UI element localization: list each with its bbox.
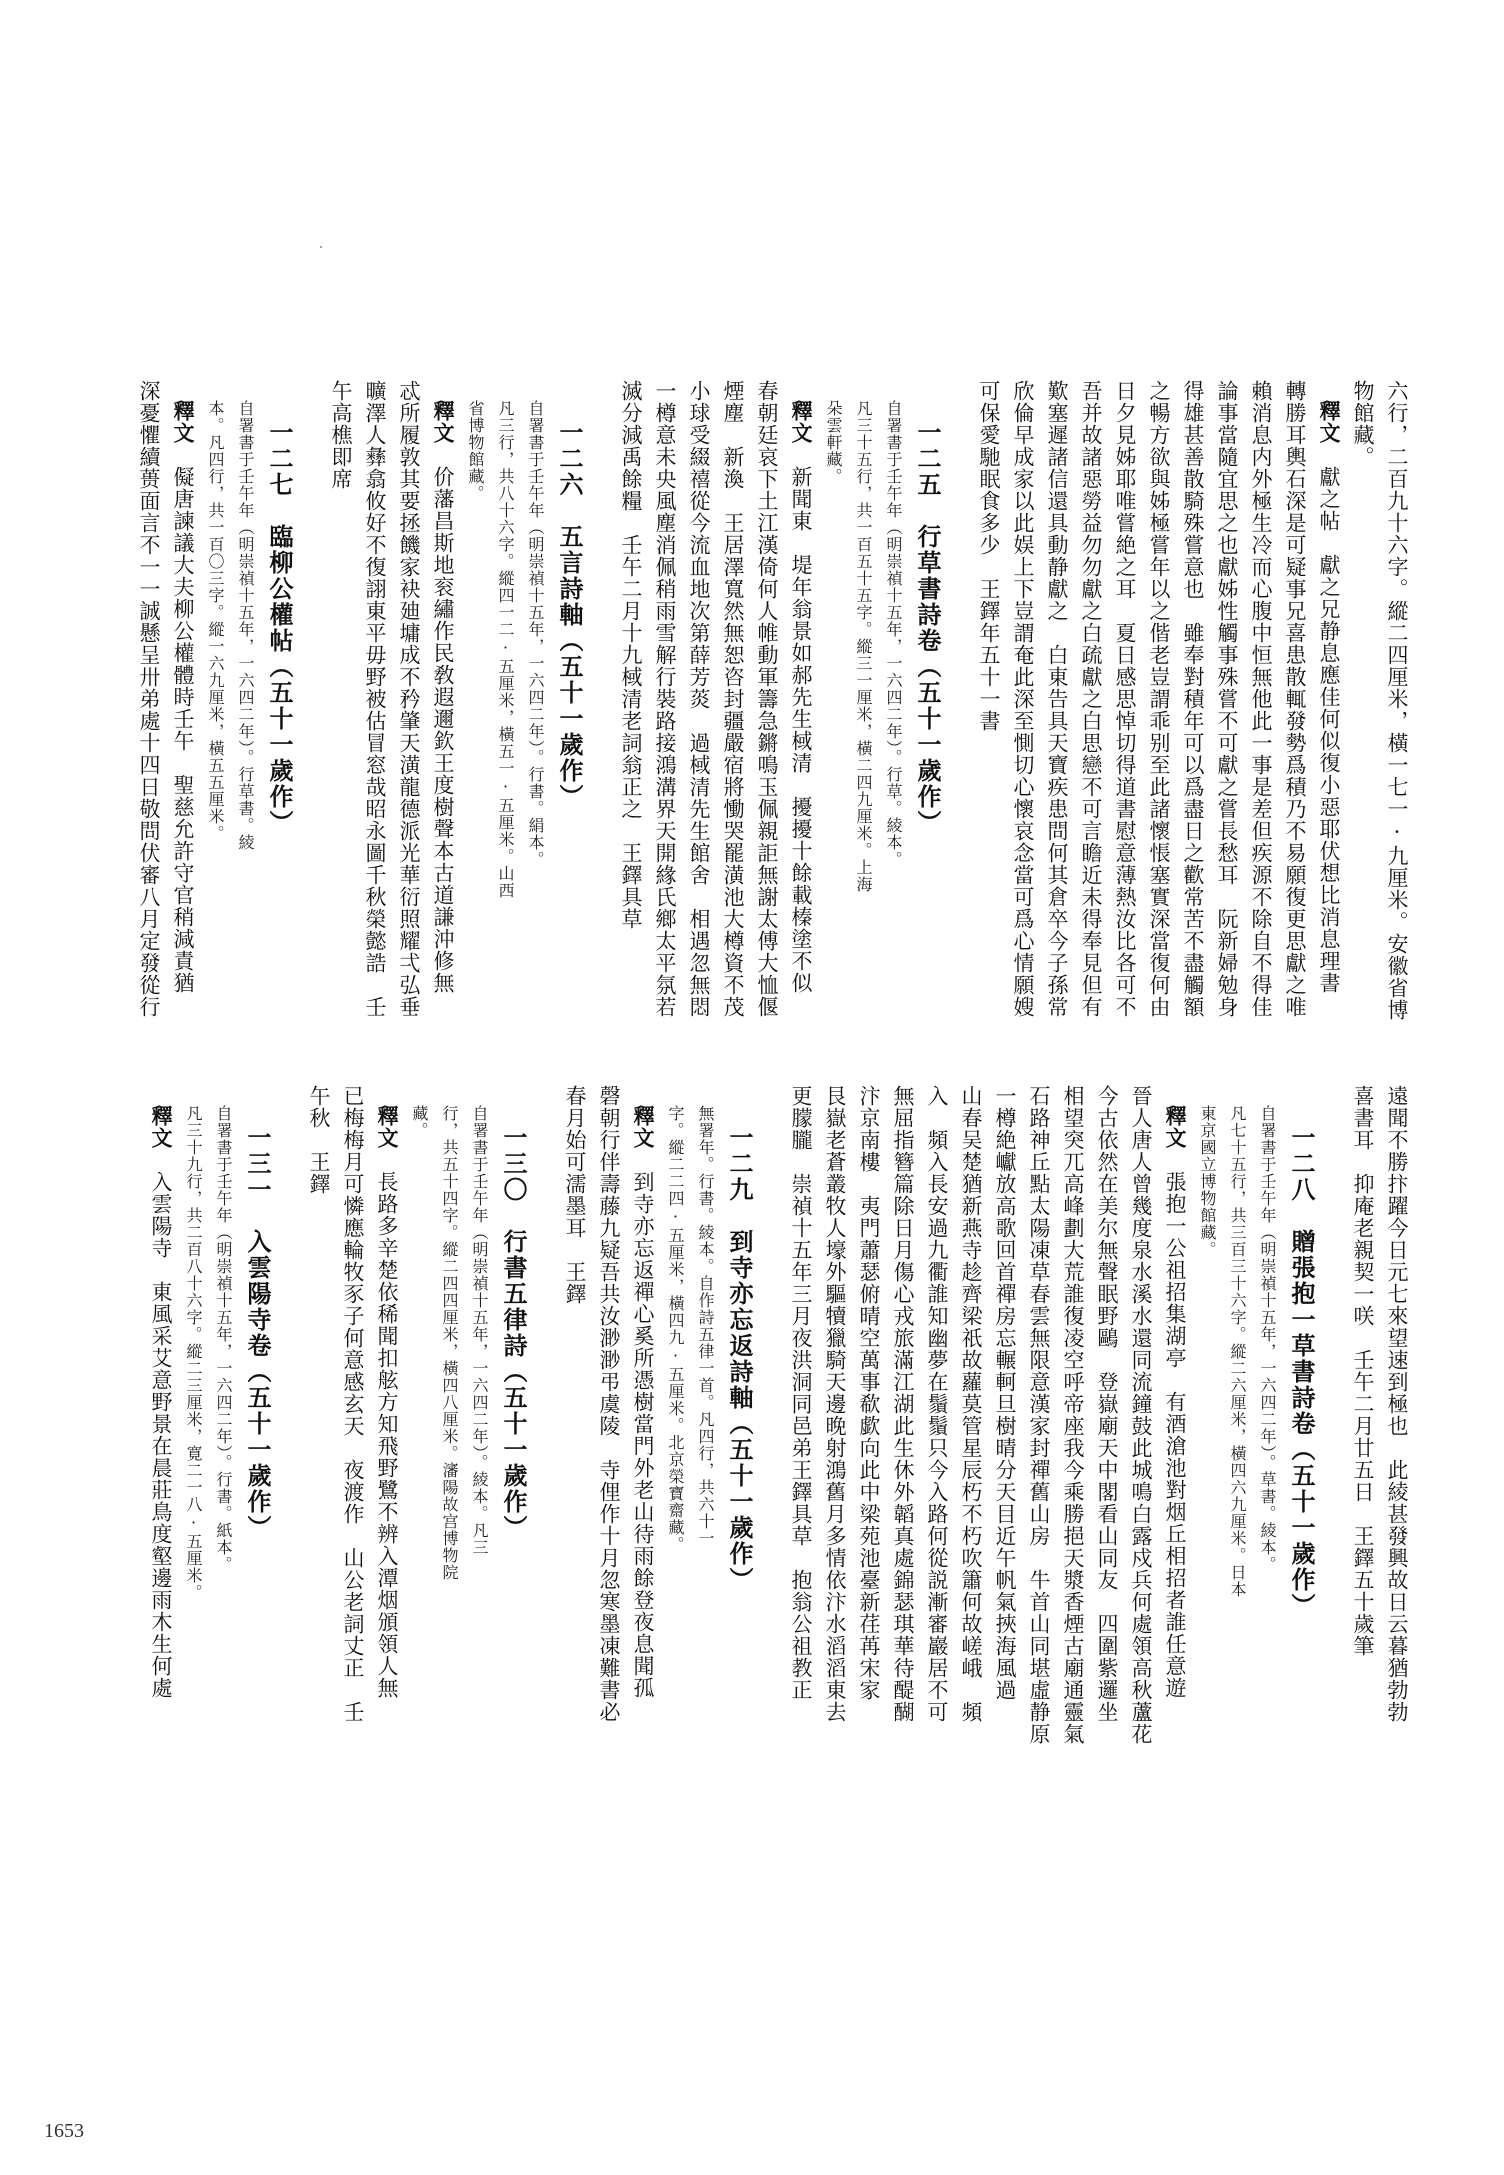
- line-text: 本。凡四行，共一百〇三字。縱一六九厘米，橫五五厘米。: [206, 400, 225, 842]
- line-text: 自署書于壬午年（明崇禎十五年，一六四二年）。行書。紙本。: [214, 1105, 233, 1573]
- entry-metadata-line: [1192, 1085, 1222, 1775]
- transcription-line: [626, 1085, 660, 1775]
- transcription-line: [1142, 380, 1176, 1040]
- transcription-line: [132, 380, 166, 1040]
- line-text: 磬朝行伴壽藤九疑吾共汝渺渺弔虞陵 寺俚作十月忽寒墨凍難書必: [597, 1085, 621, 1723]
- line-text: 自署書于壬午年（明崇禎十五年，一六四二年）。綾本。凡三: [470, 1105, 489, 1556]
- line-text: 春月始可濡墨耳 王鐸: [563, 1085, 587, 1305]
- line-text: 六行，二百九十六字。縱二四厘米，橫一七一·九厘米。安徽省博: [1385, 380, 1409, 1021]
- transcription-label: 釋文: [631, 1105, 656, 1149]
- entry-metadata-line: [404, 1085, 434, 1775]
- line-text: 無屈指簪篇除日月傷心戎旅滿江湖此生休外韜真處錦瑟琪華待醍醐: [891, 1085, 915, 1723]
- line-text: 艮嶽老蒼叢牧人壕外驅犢獵騎天邊晚射鴻舊月多情依汴水滔滔東去: [823, 1085, 847, 1723]
- continued-text-block: [1320, 1085, 1414, 1775]
- catalog-entry-125: [588, 380, 946, 1040]
- line-text: 物館藏。: [1351, 380, 1375, 468]
- transcription-line: [750, 380, 784, 1040]
- line-text: 長路多辛楚依稀聞扣舷方知飛野鷺不辨入潭烟頒領人無: [375, 1149, 399, 1699]
- line-text: 藏。: [410, 1105, 429, 1139]
- line-text: 汴京南樓 夷門蕭瑟俯晴空萬事欷歔向此中梁苑池臺新荏苒宋家: [857, 1085, 881, 1701]
- line-text: 無署年。行書。綾本。自作詩五律一首。凡四行，共六十一: [696, 1105, 715, 1547]
- transcription-line: [302, 1085, 336, 1775]
- transcription-line: [1176, 380, 1210, 1040]
- line-text: 凡三十九行，共二百八十六字。縱二三厘米，寛二一八·五厘米。: [184, 1105, 203, 1601]
- line-text: 一二五 行草書詩卷（五十一歲作）: [913, 420, 942, 836]
- transcription-line: [1380, 380, 1414, 1040]
- line-text: 之暢方欲與姊極嘗年以之偕老豈謂乖别至此諸懷悵塞實深當復何由: [1147, 380, 1171, 1018]
- line-text: 小球受綴禧從今流血地次第薛芳菼 過棫清先生館舍 相遇忽無悶: [687, 380, 711, 1018]
- entry-metadata-line: [464, 1085, 494, 1775]
- transcription-line: [370, 1085, 404, 1775]
- line-text: 一二九 到寺亦忘返詩軸（五十一歲作）: [725, 1125, 754, 1593]
- entry-title: [494, 1085, 532, 1775]
- line-text: 入 頻入長安過九衢誰知幽夢在鬚鬚只今入路何從説漸審巖居不可: [925, 1085, 949, 1723]
- entry-metadata-line: [878, 380, 908, 1040]
- line-text: 東京國立博物館藏。: [1198, 1105, 1217, 1258]
- transcription-line: [818, 1085, 852, 1775]
- entry-title: [908, 380, 946, 1040]
- line-text: 日夕見姊耶唯嘗絶之耳 夏日感思悼切得道書慰意薄熱汝比各可不: [1113, 380, 1137, 1018]
- transcription-line: [1210, 380, 1244, 1040]
- line-text: 午秋 王鐸: [307, 1085, 331, 1195]
- transcription-label: 釋文: [1317, 400, 1342, 444]
- line-text: 到寺亦忘返禪心奚所憑樹當門外老山待雨餘登夜息聞孤: [631, 1149, 655, 1699]
- catalog-entry-130: [276, 1085, 532, 1775]
- transcription-line: [1056, 1085, 1090, 1775]
- line-text: 相望突兀高峰劃大荒誰復凌空呼帝座我今乘勝挹天漿香煙古廟通靈氣: [1061, 1085, 1085, 1745]
- transcription-line: [1006, 380, 1040, 1040]
- transcription-line: [682, 380, 716, 1040]
- catalog-entry-126: [298, 380, 588, 1040]
- transcription-line: [1244, 380, 1278, 1040]
- entry-metadata-line: [520, 380, 550, 1040]
- transcription-line: [144, 1085, 178, 1775]
- entry-metadata-line: [848, 380, 878, 1040]
- transcription-line: [392, 380, 426, 1040]
- entry-spacer: [532, 1085, 558, 1775]
- transcription-label: 釋文: [375, 1105, 400, 1149]
- line-text: 自署書于壬午年（明崇禎十五年，一六四二年）。行草書。綾: [236, 400, 255, 851]
- entry-metadata-line: [434, 1085, 464, 1775]
- line-text: 一二八 贈張抱一草書詩卷（五十一歲作）: [1287, 1125, 1316, 1619]
- transcription-line: [1312, 380, 1346, 1040]
- transcription-line: [1022, 1085, 1056, 1775]
- entry-spacer: [588, 380, 614, 1040]
- catalog-entry-131: [144, 1085, 276, 1775]
- line-text: 欣倫早成家以此娱上下豈謂奄此深至惻切心懷哀念當可爲心情願嫂: [1011, 380, 1035, 1018]
- entry-metadata-line: [1252, 1085, 1282, 1775]
- transcription-label: 釋文: [171, 400, 196, 444]
- entry-metadata-line: [230, 380, 260, 1040]
- transcription-line: [1124, 1085, 1158, 1775]
- entry-metadata-line: [818, 380, 848, 1040]
- transcription-line: [988, 1085, 1022, 1775]
- line-text: 春朝廷哀下土江漢倚何人帷動軍籌急鏘鳴玉佩親詎無謝太傅大恤偃: [755, 380, 779, 1018]
- transcription-label: 釋文: [149, 1105, 174, 1149]
- transcription-line: [1346, 1085, 1380, 1775]
- transcription-line: [886, 1085, 920, 1775]
- entry-spacer: [298, 380, 324, 1040]
- transcription-line: [592, 1085, 626, 1775]
- transcription-line: [1040, 380, 1074, 1040]
- line-text: 山春吴楚猶新燕寺趁齊梁祇故蘿莫管星辰朽不朽吹簫何故嵯峨 頻: [959, 1085, 983, 1723]
- entry-title: [1282, 1085, 1320, 1775]
- entry-spacer: [758, 1085, 784, 1775]
- entry-metadata-line: [200, 380, 230, 1040]
- entry-metadata-line: [490, 380, 520, 1040]
- line-text: 深憂懼續蒉面言不一一誠懸呈卅弟處十四日敬問伏審八月定發從行: [137, 380, 161, 1018]
- line-text: 凡七十五行，共三百三十六字。縱二六厘米，橫四六九厘米。日本: [1228, 1105, 1247, 1598]
- line-text: 自署書于壬午年（明崇禎十五年，一六四二年）。行草。綾本。: [884, 400, 903, 868]
- line-text: 更朦朧 崇禎十五年三月夜洪洞同邑弟王鐸具草 抱翁公祖教正: [789, 1085, 813, 1701]
- line-text: 凡三十五行，共一百五十五字。縱三一厘米，橫二四九厘米。上海: [854, 400, 873, 893]
- entry-title: [238, 1085, 276, 1775]
- line-text: 滅分減禹餘糧 壬午二月十九棫清老詞翁正之 王鐸具草: [619, 380, 643, 930]
- entry-title: [720, 1085, 758, 1775]
- transcription-line: [1346, 380, 1380, 1040]
- entry-metadata-line: [690, 1085, 720, 1775]
- entry-metadata-line: [1222, 1085, 1252, 1775]
- entry-metadata-line: [460, 380, 490, 1040]
- line-text: 价藩昌斯地衮繡作民敎遐邇欽王度樹聲本古道謙沖修無: [431, 444, 455, 994]
- transcription-line: [358, 380, 392, 1040]
- entry-spacer: [276, 1085, 302, 1775]
- line-text: 遠聞不勝抃躍今日元七來望速到極也 此綾甚發興故日云暮猶勃勃: [1385, 1085, 1409, 1723]
- entry-metadata-line: [178, 1085, 208, 1775]
- line-text: 一二六 五言詩軸（五十一歲作）: [555, 420, 584, 810]
- transcription-line: [852, 1085, 886, 1775]
- line-text: 自署書于壬午年（明崇禎十五年，一六四二年）。行書。絹本。: [526, 400, 545, 868]
- transcription-line: [324, 380, 358, 1040]
- page-number: 1653: [44, 2120, 84, 2142]
- line-text: 凡三行，共八十六字。縱四一二·五厘米，橫五一·五厘米。山西: [496, 400, 515, 899]
- entry-metadata-line: [208, 1085, 238, 1775]
- entry-title: [550, 380, 588, 1040]
- transcription-line: [784, 1085, 818, 1775]
- line-text: 得雄甚善散騎殊嘗意也 雖奉對積年可以爲盡日之歡常苦不盡觸額: [1181, 380, 1205, 1018]
- line-text: 自署書于壬午年（明崇禎十五年，一六四二年）。草書。綾本。: [1258, 1105, 1277, 1573]
- transcription-line: [1074, 380, 1108, 1040]
- entry-metadata-line: [660, 1085, 690, 1775]
- transcription-label: 釋文: [789, 400, 814, 444]
- entry-spacer: [1320, 1085, 1346, 1775]
- line-text: 歎塞遲諸信還具動静獻之 白東告具天寶疾患問何其倉卒今子孫常: [1045, 380, 1069, 1018]
- catalog-entry-129: [532, 1085, 758, 1775]
- transcription-line: [1380, 1085, 1414, 1775]
- line-text: 一三〇 行書五律詩（五十一歲作）: [499, 1125, 528, 1541]
- transcription-label: 釋文: [431, 400, 456, 444]
- line-text: 一三一 入雲陽寺卷（五十一歲作）: [243, 1125, 272, 1541]
- line-text: 轉勝耳輿石深是可疑事兄喜患散輒發勢爲積乃不易願復更思獻之唯: [1283, 380, 1307, 1018]
- line-text: 字。縱二二四·五厘米，橫四九·五厘米。北京榮寶齋藏。: [666, 1105, 685, 1553]
- line-text: 吾并故諸惡勞益勿勿獻之白疏獻之白思戀不可言瞻近未得奉見但有: [1079, 380, 1103, 1018]
- line-text: 儗唐諫議大夫柳公權體時壬午 聖慈允許守官稍減責猶: [171, 444, 195, 994]
- transcription-line: [1158, 1085, 1192, 1775]
- line-text: 喜書耳 抑庵老親契一咲 壬午二月廿五日 王鐸五十歲筆: [1351, 1085, 1375, 1657]
- transcription-line: [1108, 380, 1142, 1040]
- line-text: 已梅梅月可憐應輪牧豕子何意感玄天 夜渡作 山公老詞丈正 壬: [341, 1085, 365, 1723]
- line-text: 煙塵 新渙 王居澤寬然無恕咨封疆嚴宿將慟哭罷潢池大樽資不茂: [721, 380, 745, 1018]
- line-text: 張抱一公祖招集湖亭 有酒滄池對烟丘相招者誰任意遊: [1163, 1149, 1187, 1699]
- scan-speck: [320, 246, 322, 248]
- continued-text-block: [946, 380, 1414, 1040]
- line-text: 午高樵即席: [329, 380, 353, 490]
- transcription-line: [558, 1085, 592, 1775]
- line-text: 今古依然在美尔無聲眠野鷗 登嶽廟天中閣看山同友 四圍紫邏坐: [1095, 1085, 1119, 1723]
- transcription-line: [648, 380, 682, 1040]
- entry-title: [260, 380, 298, 1040]
- line-text: 論事當隨宜思之也獻姊性觸事殊嘗不可獻之嘗長愁耳 阮新婦勉身: [1215, 380, 1239, 1018]
- line-text: 獻之帖 獻之兄静息應佳何似復小惡耶伏想比消息理書: [1317, 444, 1341, 994]
- transcription-line: [920, 1085, 954, 1775]
- line-text: 行，共五十四字。縱二四四厘米，橫四八厘米。瀋陽故宫博物院: [440, 1105, 459, 1581]
- transcription-line: [1278, 380, 1312, 1040]
- top-text-band: [74, 380, 1414, 1040]
- line-text: 省博物館藏。: [466, 400, 485, 502]
- line-text: 忒所履敦其要拯饑家袂廸墉成不矜肇天潢龍德派光華衍照耀弌弘垂: [397, 380, 421, 1018]
- line-text: 入雲陽寺 東風采艾意野景在晨莊鳥度壑邊雨木生何處: [149, 1149, 173, 1699]
- transcription-line: [954, 1085, 988, 1775]
- transcription-line: [336, 1085, 370, 1775]
- bottom-text-band: [74, 1085, 1414, 1775]
- catalog-entry-128: [758, 1085, 1320, 1775]
- transcription-line: [716, 380, 750, 1040]
- transcription-line: [166, 380, 200, 1040]
- line-text: 石路神丘點太陽凍草春雲無限意漢家封禪舊山房 牛首山同堪虛静原: [1027, 1085, 1051, 1745]
- line-text: 晉人唐人曾幾度泉水溪水還同流鐘鼓此城鳴白露戍兵何處領高秋蘆花: [1129, 1085, 1153, 1745]
- line-text: 可保愛馳眠食多少 王鐸年五十一書: [977, 380, 1001, 732]
- line-text: 一二七 臨柳公權帖（五十一歲作）: [265, 420, 294, 836]
- transcription-line: [614, 380, 648, 1040]
- line-text: 一樽絶巘放高歌回首禪房忘輾軻旦樹晴分天目近午帆氣挾海風過: [993, 1085, 1017, 1701]
- transcription-line: [426, 380, 460, 1040]
- transcription-line: [784, 380, 818, 1040]
- entry-spacer: [946, 380, 972, 1040]
- catalog-entry-127: [132, 380, 298, 1040]
- transcription-line: [972, 380, 1006, 1040]
- line-text: 新聞東 堤年翁景如郝先生棫清 擾擾十餘載榛塗不似: [789, 444, 813, 994]
- transcription-line: [1090, 1085, 1124, 1775]
- line-text: 一樽意未央風塵消佩稍雨雪解行裝路接鴻溝界天開緣氏鄉太平氛若: [653, 380, 677, 1018]
- line-text: 朵雲軒藏。: [824, 400, 843, 485]
- transcription-label: 釋文: [1163, 1105, 1188, 1149]
- line-text: 賴消息内外極生冷而心腹中恒無他此一事是差但疾源不除自不得佳: [1249, 380, 1273, 1018]
- line-text: 曠澤人彝翕攸好不復詡東平毋野被估冒窓哉昭永圖千秋榮懿誥 壬: [363, 380, 387, 1018]
